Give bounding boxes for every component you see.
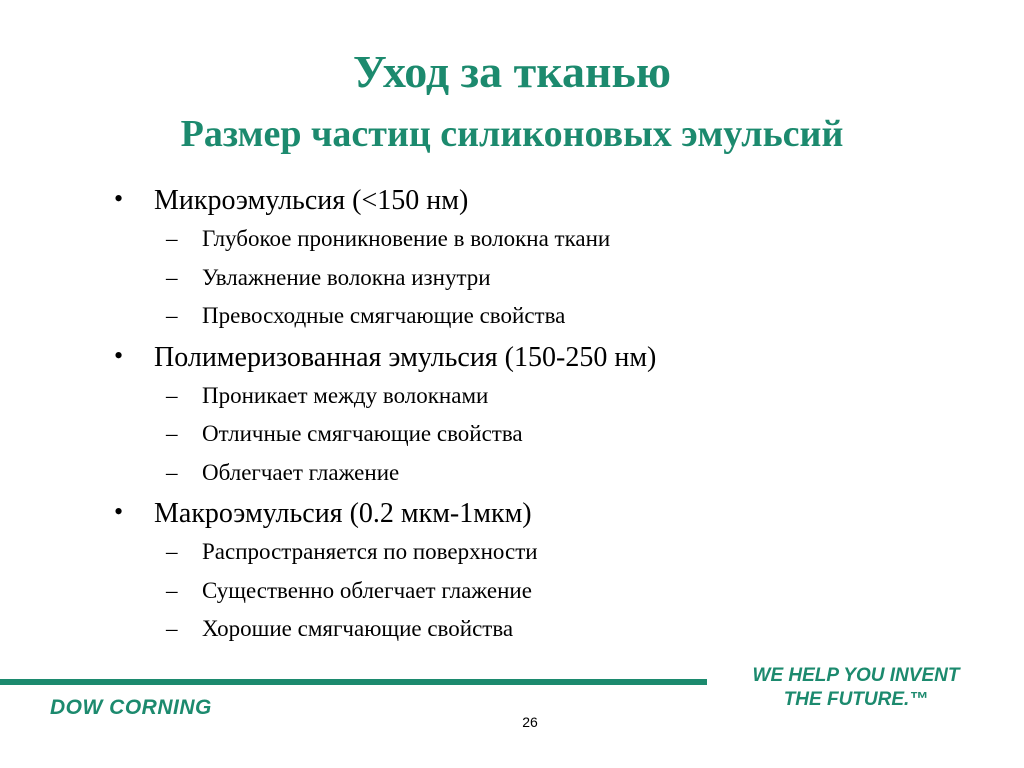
dash-icon: – bbox=[166, 539, 178, 564]
dash-icon: – bbox=[166, 264, 178, 290]
tagline-line-1: WE HELP YOU INVENT bbox=[752, 665, 960, 686]
sub-item bbox=[112, 615, 972, 654]
dash-icon: – bbox=[166, 382, 178, 408]
sub-item bbox=[112, 264, 972, 303]
slide-title: Уход за тканью bbox=[352, 46, 672, 97]
tagline-line-2: THE FUTURE.™ bbox=[783, 689, 929, 710]
brand-logo: DOW CORNING bbox=[50, 696, 212, 719]
page-number: 26 bbox=[522, 714, 538, 730]
sub-item bbox=[112, 225, 972, 264]
bullet-item bbox=[112, 497, 972, 538]
slide-subtitle: Размер частиц силиконовых эмульсий bbox=[180, 113, 844, 155]
sub-item bbox=[112, 538, 972, 577]
sub-item bbox=[112, 302, 972, 341]
dash-icon: – bbox=[166, 577, 178, 603]
bullet-icon: • bbox=[114, 340, 124, 370]
sub-item bbox=[112, 577, 972, 616]
sub-item-text: Увлажнение волокна изнутри bbox=[202, 264, 491, 290]
bullet-text: Макроэмульсия (0.2 мкм-1мкм) bbox=[154, 498, 532, 529]
sub-item-text: Глубокое проникновение в волокна ткани bbox=[202, 226, 611, 251]
dash-icon: – bbox=[166, 303, 178, 328]
sub-item-text: Облегчает глажение bbox=[202, 459, 400, 485]
dash-icon: – bbox=[166, 616, 178, 641]
sub-item-text: Проникает между волокнами bbox=[202, 382, 489, 408]
sub-item bbox=[112, 420, 972, 459]
sub-item-text: Распространяется по поверхности bbox=[202, 539, 538, 564]
footer-divider bbox=[0, 679, 707, 685]
sub-item-text: Отличные смягчающие свойства bbox=[202, 421, 523, 446]
dash-icon: – bbox=[166, 226, 178, 251]
sub-item-text: Превосходные смягчающие свойства bbox=[202, 303, 566, 328]
dash-icon: – bbox=[166, 459, 178, 485]
bullet-icon: • bbox=[114, 184, 124, 213]
dash-icon: – bbox=[166, 421, 178, 446]
tagline bbox=[720, 664, 992, 712]
sub-item bbox=[112, 382, 972, 421]
bullet-icon: • bbox=[114, 497, 124, 526]
bullet-list bbox=[112, 184, 972, 654]
bullet-item bbox=[112, 184, 972, 225]
bullet-text: Микроэмульсия (<150 нм) bbox=[154, 185, 469, 216]
sub-item-text: Хорошие смягчающие свойства bbox=[202, 616, 514, 641]
sub-item-text: Существенно облегчает глажение bbox=[202, 577, 532, 603]
sub-item bbox=[112, 459, 972, 498]
bullet-item bbox=[112, 341, 972, 382]
bullet-text: Полимеризованная эмульсия (150-250 нм) bbox=[154, 341, 657, 373]
